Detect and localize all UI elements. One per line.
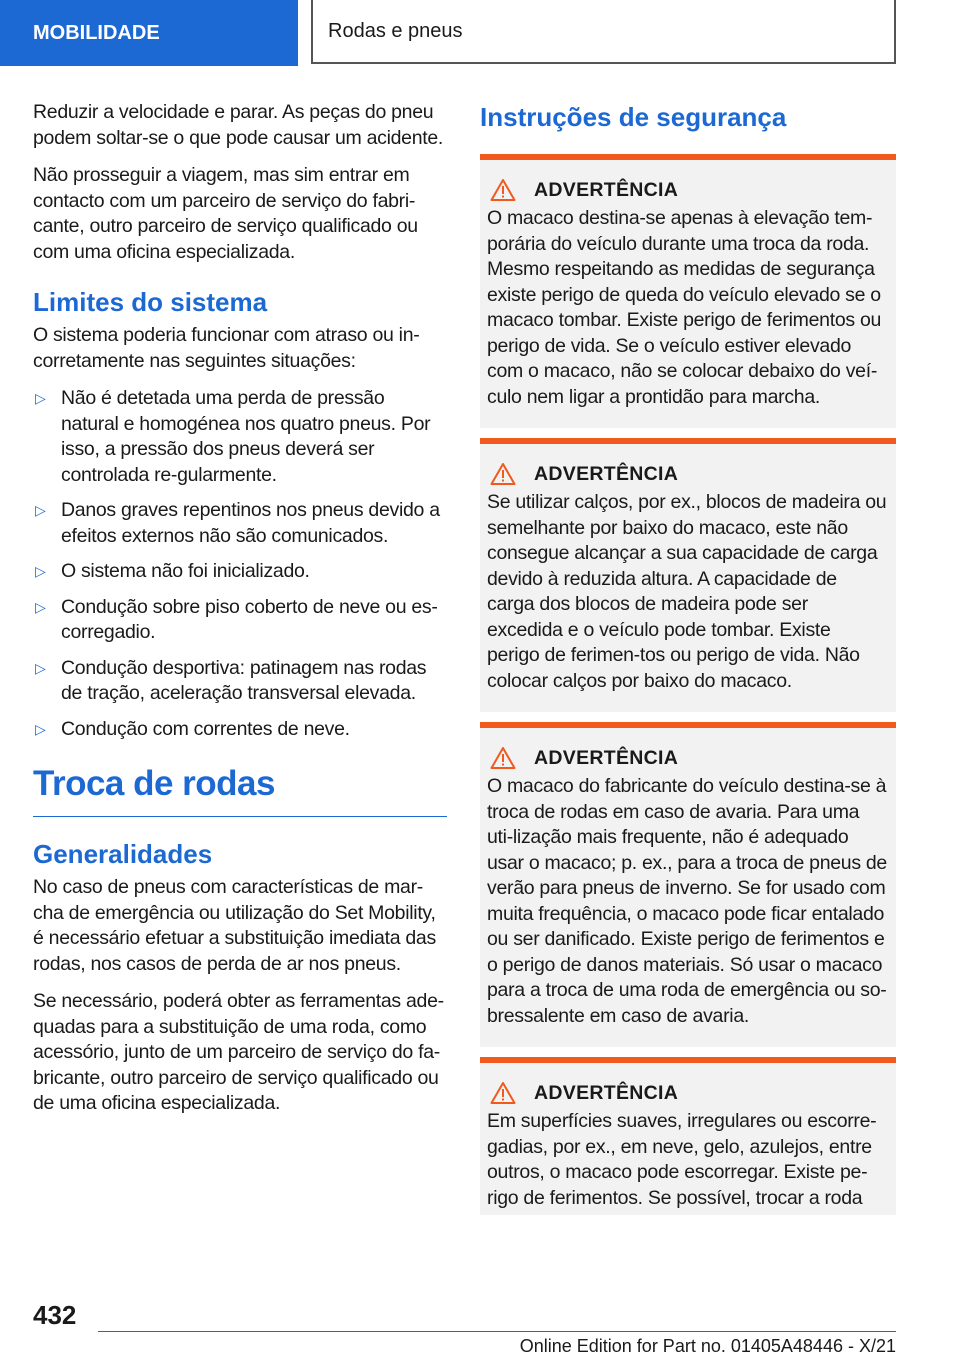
warning-label: ADVERTÊNCIA <box>534 746 679 769</box>
intro-paragraph-2: Não prosseguir a viagem, mas sim entrar em contacto com um parceiro de serviço do fabri-cante, outro parceiro de serviço qualificado ou com uma oficina especializada. <box>33 164 418 263</box>
warning-box <box>480 438 896 712</box>
chapter-heading: Troca de rodas <box>33 764 275 803</box>
warning-text: O macaco destina-se apenas à elevação tem-porária do veículo durante uma troca da roda. Mesmo respeitando as medidas de segurança existe perigo de queda do veículo elevado se o macaco tombar. Existe perigo de ferimentos ou perigo de vida. Se o veículo estiver elevado com o macaco, não se colocar debaixo do veí-culo nem ligar a prontidão para marcha. <box>487 207 882 408</box>
list-item: ▷ O sistema não foi inicializado. <box>33 559 447 585</box>
warning-box <box>480 1057 896 1215</box>
intro-paragraph-1: Reduzir a velocidade e parar. As peças do pneu podem soltar-se o que pode causar um acidente. <box>33 101 444 149</box>
list-item: ▷ Condução desportiva: patinagem nas rodas de tração, aceleração transversal elevada. <box>35 656 427 704</box>
page-number: 432 <box>33 1300 77 1330</box>
limits-list <box>33 386 447 742</box>
general-paragraph-2: Se necessário, poderá obter as ferramentas ade-quadas para a substituição de uma roda, como acessório, junto de um parceiro de serviço do fa-bricante, outro parceiro de serviço qualificado ou de uma oficina especializada. <box>33 990 444 1114</box>
triangle-bullet-icon: ▷ <box>35 598 46 615</box>
warning-text: Em superfícies suaves, irregulares ou escorre-gadias, por ex., em neve, gelo, azulejos, entre outros, o macaco pode escorregar. Existe pe-rigo de ferimentos. Se possível, trocar a roda <box>487 1110 877 1209</box>
edition-note: Online Edition for Part no. 01405A48446 - X/21 <box>519 1336 896 1356</box>
list-item: ▷ Condução sobre piso coberto de neve ou es-corregadio. <box>35 595 438 643</box>
triangle-bullet-icon: ▷ <box>35 659 46 676</box>
section-label: MOBILIDADE <box>33 21 160 44</box>
left-column <box>33 100 447 1129</box>
warning-box <box>480 722 896 1047</box>
safety-heading: Instruções de segurança <box>480 102 787 132</box>
warning-triangle-icon <box>490 462 516 486</box>
warning-triangle-icon <box>490 178 516 202</box>
general-paragraph-1: No caso de pneus com características de mar-cha de emergência ou utilização do Set Mobility, é necessário efetuar a substituição imediata das rodas, nos casos de perda de ar nos pneus. <box>33 876 436 975</box>
limits-intro: O sistema poderia funcionar com atraso ou in-corretamente nas seguintes situações: <box>33 324 420 372</box>
list-item: ▷ Danos graves repentinos nos pneus devido a efeitos externos não são comunicados. <box>35 499 440 547</box>
general-heading: Generalidades <box>33 839 213 869</box>
warning-triangle-icon <box>490 746 516 770</box>
warning-label: ADVERTÊNCIA <box>534 1081 679 1104</box>
warning-text: O macaco do fabricante do veículo destina-se à troca de rodas em caso de avaria. Para uma uti-lização mais frequente, não é adequado usar o macaco; p. ex., para a troca de pneus de verão para pneus de inverno. Se for usado com muita frequência, o macaco pode ficar entalado ou ser danificado. Existe perigo de ferimentos e o perigo de danos materiais. Só usar o macaco para a troca de uma roda de emergência ou so-bressalente em caso de avaria. <box>487 775 887 1027</box>
chapter-tab <box>311 0 896 64</box>
footer-divider <box>98 1331 896 1332</box>
warning-triangle-icon <box>490 1081 516 1105</box>
chapter-divider <box>33 816 447 817</box>
triangle-bullet-icon: ▷ <box>35 563 46 579</box>
chapter-label: Rodas e pneus <box>328 19 463 42</box>
warning-text: Se utilizar calços, por ex., blocos de madeira ou semelhante por baixo do macaco, este não consegue alcançar a sua capacidade de carga devido à reduzida altura. A capacidade de carga dos blocos de madeira pode ser excedida e o veículo pode tombar. Existe perigo de ferimen-tos ou perigo de vida. Não colocar calços por baixo do macaco. <box>487 491 887 692</box>
warning-label: ADVERTÊNCIA <box>534 462 679 485</box>
limits-heading: Limites do sistema <box>33 287 268 317</box>
list-item: ▷ Condução com correntes de neve. <box>33 717 447 743</box>
right-column <box>480 100 896 1225</box>
triangle-bullet-icon: ▷ <box>35 390 46 406</box>
triangle-bullet-icon: ▷ <box>35 720 46 737</box>
triangle-bullet-icon: ▷ <box>35 502 46 518</box>
warning-box <box>480 154 896 428</box>
section-tab <box>0 0 298 66</box>
page-header <box>0 0 960 66</box>
list-item: ▷ Não é detetada uma perda de pressão natural e homogénea nos quatro pneus. Por isso, a pressão dos pneus deverá ser controlada re-gularmente. <box>35 387 431 486</box>
warning-label: ADVERTÊNCIA <box>534 178 679 201</box>
